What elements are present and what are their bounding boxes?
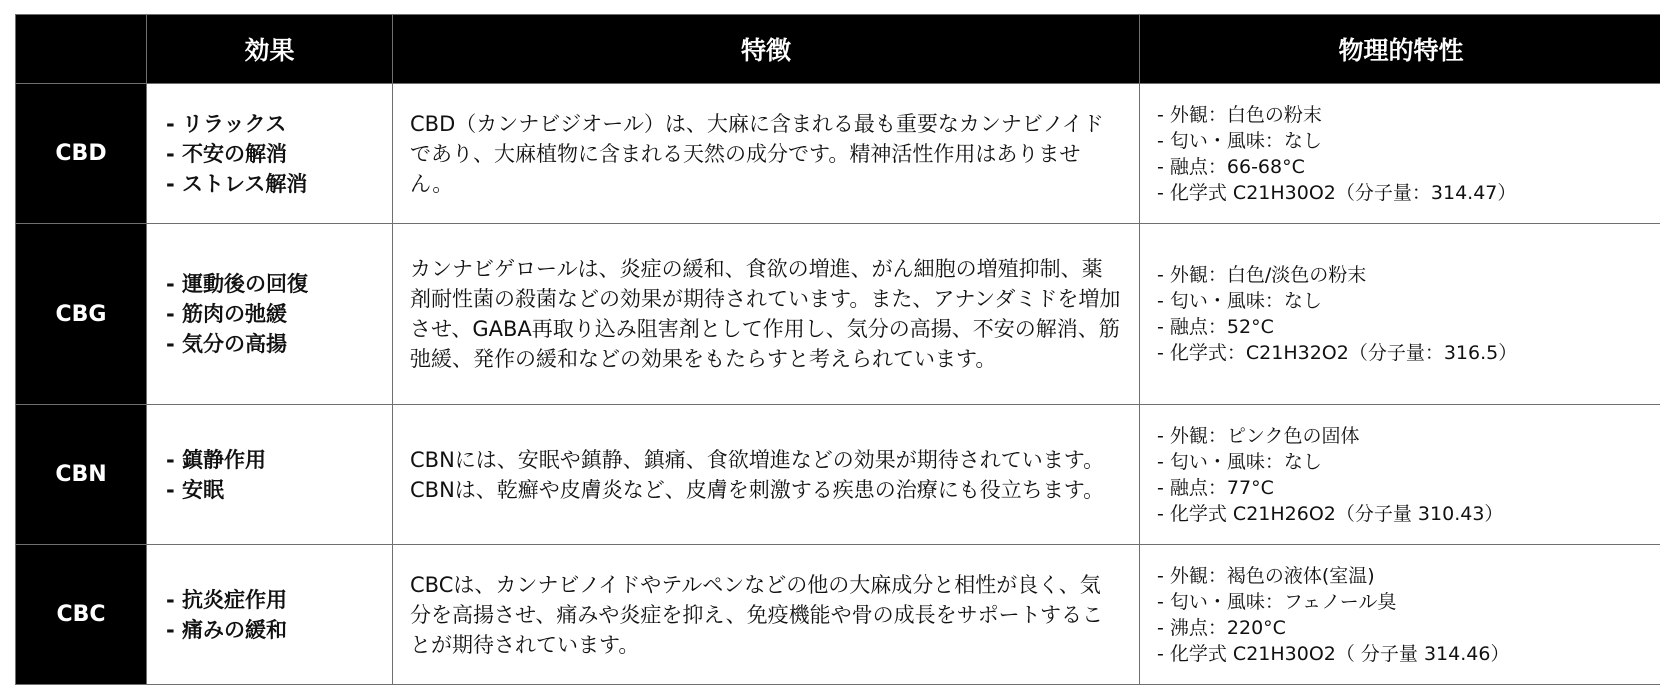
effect-item: - 痛みの緩和 bbox=[166, 617, 288, 642]
description-cell: カンナビゲロールは、炎症の緩和、食欲の増進、がん細胞の増殖抑制、薬剤耐性菌の殺菌などの効果が期待されています。また、アナンダミドを増加させ、GABA再取り込み阻害剤として作用し、気分の高揚、不安の解消、筋弛緩、発作の緩和などの効果をもたらすと考えられています。 bbox=[393, 224, 1140, 405]
header-effects: 効果 bbox=[147, 15, 393, 84]
description-cell: CBD（カンナビジオール）は、大麻に含まれる最も重要なカンナビノイドであり、大麻植物に含まれる天然の成分です。精神活性作用はありません。 bbox=[393, 84, 1140, 224]
row-label: CBD bbox=[16, 84, 147, 224]
property-item: - 匂い・風味：なし bbox=[1157, 290, 1322, 312]
description-cell: CBCは、カンナビノイドやテルペンなどの他の大麻成分と相性が良く、気分を高揚させ、痛みや炎症を抑え、免疫機能や骨の成長をサポートすることが期待されています。 bbox=[393, 545, 1140, 685]
table-row-cbn bbox=[16, 405, 1660, 545]
property-item: - 匂い・風味：なし bbox=[1157, 450, 1322, 473]
description-cell: CBNには、安眠や鎮静、鎮痛、食欲増進などの効果が期待されています。CBNは、乾癬や皮膚炎など、皮膚を刺激する疾患の治療にも役立ちます。 bbox=[393, 405, 1140, 545]
property-item: - 外観：白色の粉末 bbox=[1157, 103, 1322, 126]
effect-item: - 筋肉の弛緩 bbox=[166, 302, 288, 326]
properties-cell bbox=[1140, 405, 1660, 545]
property-item: - 化学式：C21H32O2（分子量：316.5） bbox=[1157, 342, 1518, 364]
row-label: CBN bbox=[16, 405, 147, 545]
table-row-cbc bbox=[16, 545, 1660, 685]
property-item: - 沸点：220°C bbox=[1157, 616, 1286, 639]
cannabinoid-comparison-table bbox=[15, 14, 1660, 685]
property-item: - 融点：66-68°C bbox=[1157, 155, 1305, 178]
table-container bbox=[15, 14, 1660, 685]
property-item: - 外観：白色/淡色の粉末 bbox=[1157, 264, 1367, 286]
property-item: - 匂い・風味：フェノール臭 bbox=[1157, 590, 1397, 613]
effect-item: - リラックス bbox=[166, 111, 287, 136]
row-label: CBC bbox=[16, 545, 147, 685]
property-item: - 融点：52°C bbox=[1157, 316, 1274, 338]
effects-cell bbox=[147, 545, 393, 685]
effects-cell bbox=[147, 84, 393, 224]
header-blank bbox=[16, 15, 147, 84]
effect-item: - 不安の解消 bbox=[166, 141, 288, 166]
row-label: CBG bbox=[16, 224, 147, 405]
effect-item: - 運動後の回復 bbox=[166, 272, 309, 296]
property-item: - 化学式 C21H30O2（分子量：314.47） bbox=[1157, 181, 1517, 204]
effects-cell bbox=[147, 224, 393, 405]
property-item: - 外観：褐色の液体(室温) bbox=[1157, 564, 1375, 587]
effect-item: - 安眠 bbox=[166, 477, 225, 502]
effect-item: - ストレス解消 bbox=[166, 171, 308, 196]
table-row-cbd bbox=[16, 84, 1660, 224]
header-features: 特徴 bbox=[393, 15, 1140, 84]
table-row-cbg bbox=[16, 224, 1660, 405]
header-row bbox=[16, 15, 1660, 84]
properties-cell bbox=[1140, 84, 1660, 224]
header-physical-properties: 物理的特性 bbox=[1140, 15, 1660, 84]
property-item: - 化学式 C21H26O2（分子量 310.43） bbox=[1157, 502, 1504, 525]
effect-item: - 気分の高揚 bbox=[166, 332, 288, 356]
effects-cell bbox=[147, 405, 393, 545]
effect-item: - 鎮静作用 bbox=[166, 447, 267, 472]
effect-item: - 抗炎症作用 bbox=[166, 587, 288, 612]
property-item: - 化学式 C21H30O2（ 分子量 314.46） bbox=[1157, 642, 1510, 665]
property-item: - 匂い・風味：なし bbox=[1157, 129, 1322, 152]
properties-cell bbox=[1140, 545, 1660, 685]
property-item: - 融点：77°C bbox=[1157, 476, 1274, 499]
property-item: - 外観：ピンク色の固体 bbox=[1157, 424, 1360, 447]
properties-cell bbox=[1140, 224, 1660, 405]
